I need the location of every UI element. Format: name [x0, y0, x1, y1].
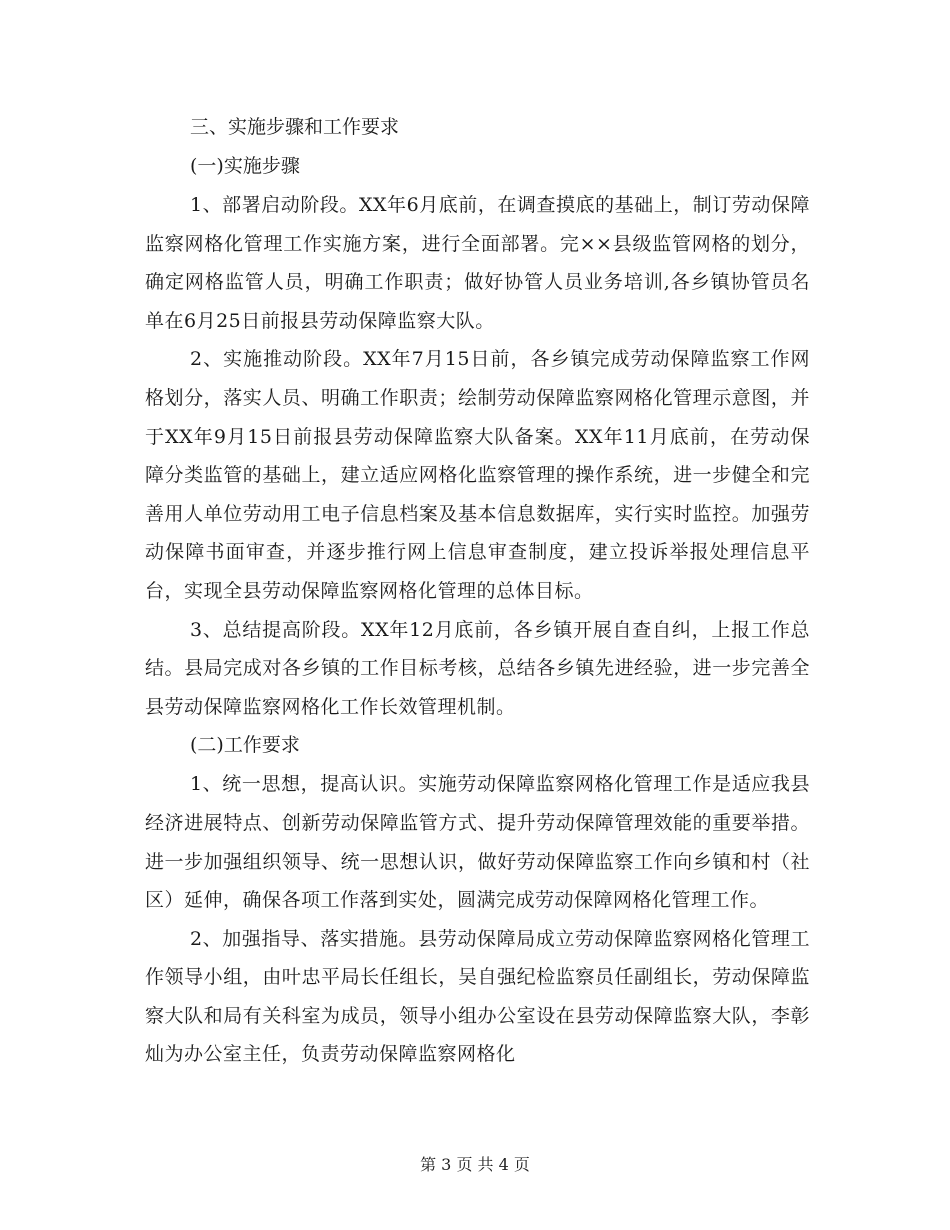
section-heading: 三、实施步骤和工作要求: [190, 116, 400, 138]
page-number-footer: 第 3 页 共 4 页: [420, 1155, 530, 1174]
subsection-heading-requirements: (二)工作要求: [190, 734, 300, 757]
subsection-heading-steps: (一)实施步骤: [190, 155, 300, 177]
document-body: [145, 108, 810, 1074]
paragraph-step-2: 2、实施推动阶段。XX年7月15日前，各乡镇完成劳动保障监察工作网格划分，落实人员、明确工作职责；绘制劳动保障监察网格化管理示意图，并于XX年9月15日前报县劳动保障监察大队备案。XX年11月底前，在劳动保障分类监管的基础上，建立适应网格化监察管理的操作系统，进一步健全和完善用人单位劳动用工电子信息档案及基本信息数据库，实行实时监控。加强劳动保障书面审查，并逐步推行网上信息审查制度，建立投诉举报处理信息平台，实现全县劳动保障监察网格化管理的总体目标。: [145, 348, 810, 602]
paragraph-step-1: 1、部署启动阶段。XX年6月底前，在调查摸底的基础上，制订劳动保障监察网格化管理工作实施方案，进行全面部署。完××县级监管网格的划分，确定网格监管人员，明确工作职责；做好协管人员业务培训,各乡镇协管员名单在6月25日前报县劳动保障监察大队。: [145, 194, 810, 332]
paragraph-requirement-1: 1、统一思想，提高认识。实施劳动保障监察网格化管理工作是适应我县经济进展特点、创新劳动保障监管方式、提升劳动保障管理效能的重要举措。进一步加强组织领导、统一思想认识，做好劳动保障监察工作向乡镇和村（社区）延伸，确保各项工作落到实处，圆满完成劳动保障网格化管理工作。: [145, 773, 810, 912]
paragraph-requirement-2: 2、加强指导、落实措施。县劳动保障局成立劳动保障监察网格化管理工作领导小组，由叶忠平局长任组长，吴自强纪检监察员任副组长，劳动保障监察大队和局有关科室为成员，领导小组办公室设在县劳动保障监察大队，李彰灿为办公室主任，负责劳动保障监察网格化: [145, 927, 810, 1066]
paragraph-step-3: 3、总结提高阶段。XX年12月底前，各乡镇开展自查自纠，上报工作总结。县局完成对各乡镇的工作目标考核，总结各乡镇先进经验，进一步完善全县劳动保障监察网格化工作长效管理机制。: [145, 618, 810, 718]
